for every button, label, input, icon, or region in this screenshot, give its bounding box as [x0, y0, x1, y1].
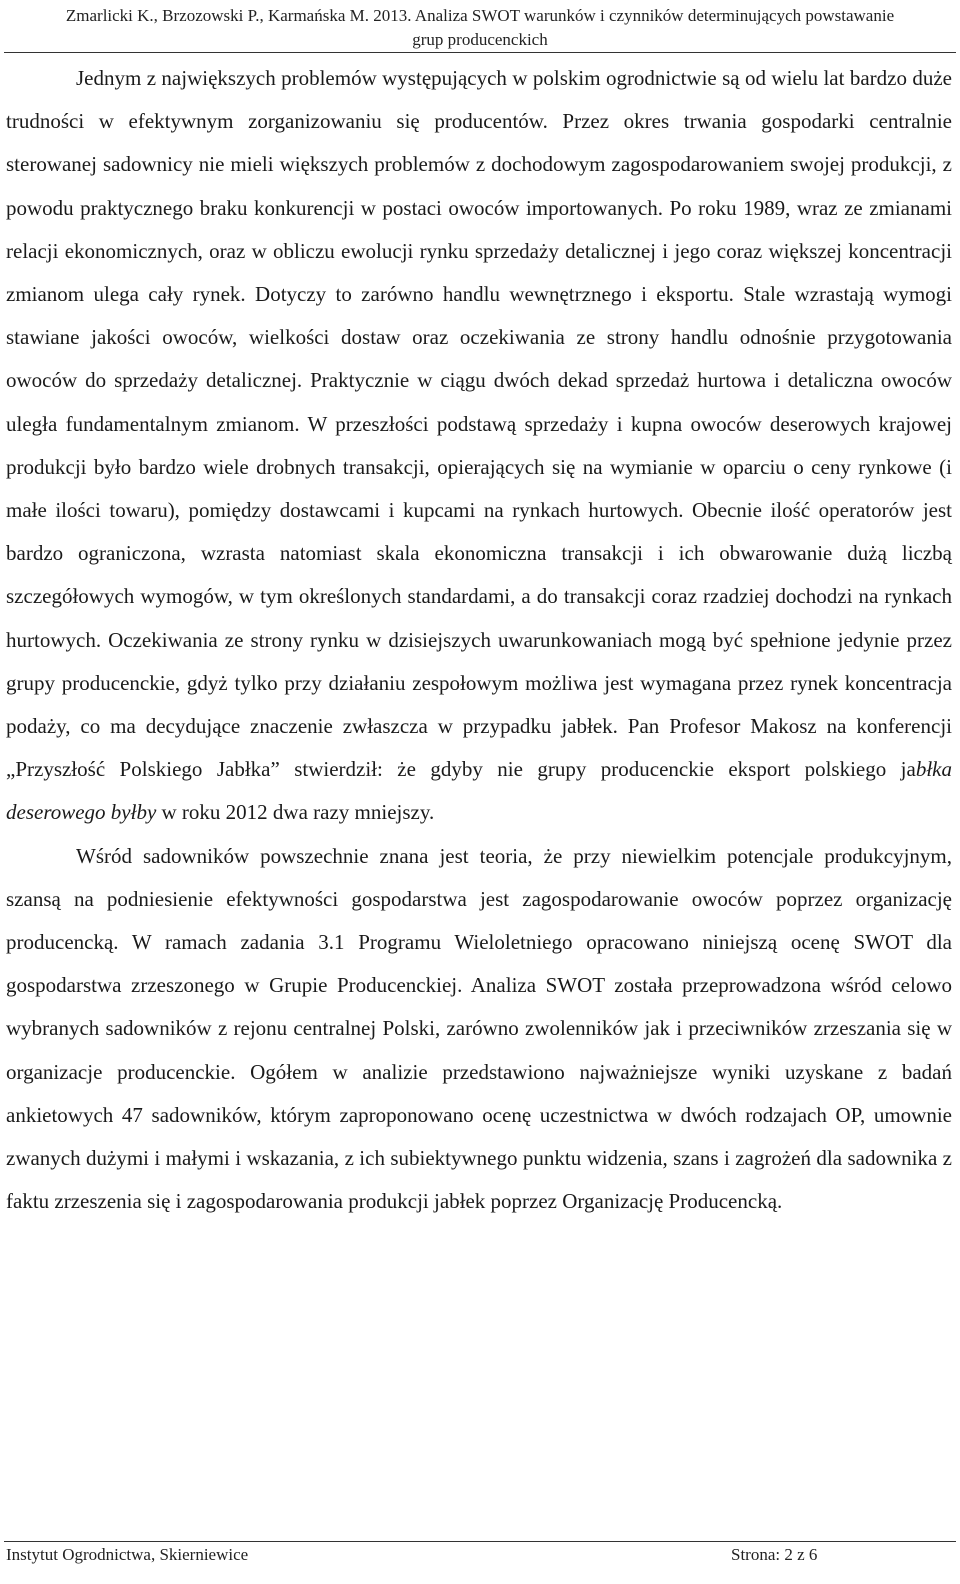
page-number: Strona: 2 z 6 — [731, 1545, 818, 1564]
paragraph-2: Wśród sadowników powszechnie znana jest teoria, że przy niewielkim potencjale produkcyjnym, szansą na podniesienie efektywności gospodarstwa jest zagospodarowanie owoców poprzez organizację producencką. W ramach zadania 3.1 Programu Wieloletniego opracowano niniejszą ocenę SWOT dla gospodarstwa zrzeszonego w Grupie Producenckiej. Analiza SWOT została przeprowadzona wśród celowo wybranych sadowników z rejonu centralnej Polski, zarówno zwolenników jak i przeciwników zrzeszania się w organizacje producenckie. Ogółem w analizie przedstawiono najważniejsze wyniki uzyskane z badań ankietowych 47 sadowników, którym zaproponowano ocenę uczestnictwa w dwóch rodzajach OP, umownie zwanych dużymi i małymi i wskazania, z ich subiektywnego punktu widzenia, szans i zagrożeń dla sadownika z faktu zrzeszenia się i zagospodarowania produkcji jabłek poprzez Organizację Producencką. — [6, 843, 952, 1214]
document-body — [6, 57, 952, 1223]
header-citation-line-1: Zmarlicki K., Brzozowski P., Karmańska M. 2013. Analiza SWOT warunków i czynników determinujących powstawanie — [65, 6, 895, 25]
header-divider — [4, 52, 956, 53]
paragraph-1-tail: w roku 2012 dwa razy mniejszy. — [156, 800, 435, 825]
page-header — [0, 4, 960, 52]
footer-divider — [4, 1541, 956, 1542]
header-citation-line-2: grup producenckich — [412, 30, 548, 49]
paragraph-1-text: Jednym z największych problemów występujących w polskim ogrodnictwie są od wielu lat bardzo duże trudności w efektywnym zorganizowaniu się producentów. Przez okres trwania gospodarki centralnie sterowanej sadownicy nie mieli większych problemów z dochodowym zagospodarowaniem swojej produkcji, z powodu praktycznego braku konkurencji w postaci owoców importowanych. Po roku 1989, wraz ze zmianami relacji ekonomicznych, oraz w obliczu ewolucji rynku sprzedaży detalicznej i jego coraz większej koncentracji zmianom ulega cały rynek. Dotyczy to zarówno handlu wewnętrznego i eksportu. Stale wzrastają wymogi stawiane jakości owoców, wielkości dostaw oraz oczekiwania ze strony handlu odnośnie przygotowania owoców do sprzedaży detalicznej. Praktycznie w ciągu dwóch dekad sprzedaż hurtowa i detaliczna owoców uległa fundamentalnym zmianom. W przeszłości podstawą sprzedaży i kupna owoców deserowych krajowej produkcji było bardzo wiele drobnych transakcji, opierających się na wymianie w oparciu o ceny rynkowe (i małe ilości towaru), pomiędzy dostawcami i kupcami na rynkach hurtowych. Obecnie ilość operatorów jest bardzo ograniczona, wzrasta natomiast skala ekonomiczna transakcji i ich obwarowanie dużą liczbą szczegółowych wymogów, w tym określonych standardami, a do transakcji coraz rzadziej dochodzi na rynkach hurtowych. Oczekiwania ze strony rynku w dzisiejszych uwarunkowaniach mogą być spełnione jedynie przez grupy producenckie, gdyż tylko przy działaniu zespołowym możliwa jest wymagana przez rynek koncentracja podaży, co ma decydujące znaczenie zwłaszcza w przypadku jabłek. Pan Profesor Makosz na konferencji „Przyszłość Polskiego Jabłka” stwierdził: że gdyby nie grupy producenckie eksport polskiego ja — [6, 66, 952, 782]
paragraph-1-italic-text: błka deserowego byłby — [6, 757, 952, 825]
paragraph-1 — [6, 57, 952, 835]
footer-institution: Instytut Ogrodnictwa, Skierniewice — [6, 1545, 249, 1564]
